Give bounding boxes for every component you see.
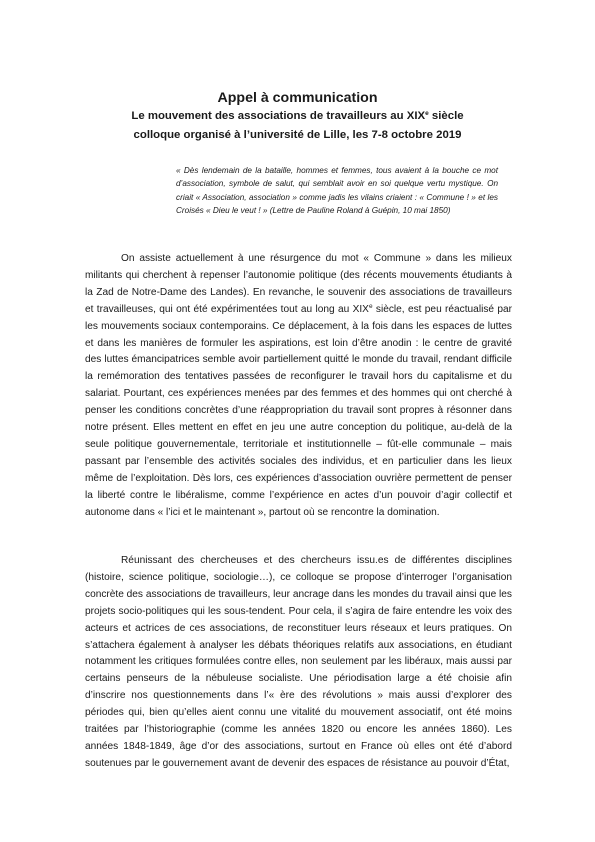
paragraph-1-superscript: e	[368, 302, 373, 310]
document-header	[0, 89, 595, 145]
document-subtitle-line2: colloque organisé à l’université de Lille, les 7-8 octobre 2019	[133, 129, 462, 141]
paragraph-1-text-b: siècle, est peu réactualisé par les mouvements sociaux contemporains. Ce déplacement, à la fois dans les espaces de luttes et dans les manières de formuler les aspirations, est loin d’être anodin : le centre de gravité des luttes émancipatrices semble avoir partiellement quitté le monde du travail, rendant difficile la remémoration des tentatives passées de reconfigurer le travail hors du capitalisme et du salariat. Pourtant, ces expériences menées par des femmes et des hommes qui ont cherché à penser les conditions concrètes d’une réappropriation du travail sont propres à résonner dans notre présent. Elles mettent en effet en jeu une autre conception du politique, au-delà de la seule politique gouvernementale, territoriale et institutionnelle – fût-elle communale – mais passant par l’ensemble des activités sociales des individus, et en particulier dans les lieux même de l’exploitation. Dès lors, ces expériences d’association ouvrière permettent de penser la liberté contre le libéralisme, comme l’expérience en actes d’un pouvoir d’agir collectif et autonome dans « l’ici et le maintenant », partout où se rencontre la domination.	[85, 303, 512, 518]
document-subtitle-line1	[0, 107, 595, 126]
paragraph-1-text-a: On assiste actuellement à une résurgence du mot « Commune » dans les milieux militants qui cherchent à repenser l’autonomie politique (des récents mouvements étudiants à la Zad de Notre-Dame des Landes). En revanche, le souvenir des associations de travailleurs et travailleuses, qui ont été expérimentées tout au long au XIX	[85, 253, 512, 315]
document-title: Appel à communication	[217, 90, 378, 106]
subtitle-line1-text: Le mouvement des associations de travailleurs au XIX	[131, 110, 426, 122]
subtitle-line1-suffix: siècle	[428, 110, 464, 122]
epigraph-quote: « Dès lendemain de la bataille, hommes et femmes, tous avaient à la bouche ce mot d’association, symbole de salut, qui semblait avoir en soi quelque vertu mystique. On criait « Association, association » comme jadis les vilains criaient : « Commune ! » et les Croisés « Dieu le veut ! » (Lettre de Pauline Roland à Guépin, 10 mai 1850)	[176, 166, 498, 215]
body-paragraph-2: Réunissant des chercheuses et des chercheurs issu.es de différentes disciplines (histoire, science politique, sociologie…), ce colloque se propose d’interroger l’organisation concrète des associations de travailleurs, leur ancrage dans les mondes du travail ainsi que les projets socio-politiques qui les sous-tendent. Pour cela, il s’agira de faire entendre les voix des acteurs et actrices de ces associations, de reconstituer leurs réseaux et leurs pratiques. On s’attachera également à analyser les débats théoriques relatifs aux associations, en étudiant notamment les critiques formulées contre elles, non seulement par les libéraux, mais aussi par certains penseurs de la nébuleuse socialiste. Une périodisation large a été choisie afin d’inscrire nos questionnements dans l’« ère des révolutions » mais aussi d’explorer des périodes qui, bien qu’elles aient connu une vitalité du mouvement associatif, ont été moins traitées par l’historiographie (comme les années 1820 ou encore les années 1860). Les années 1848-1849, âge d’or des associations, surtout en France où elles ont été d’abord soutenues par le gouvernement avant de devenir des espaces de résistance au pouvoir d’État,	[85, 555, 512, 769]
body-paragraph-1	[85, 251, 512, 522]
subtitle-superscript: e	[425, 110, 429, 117]
